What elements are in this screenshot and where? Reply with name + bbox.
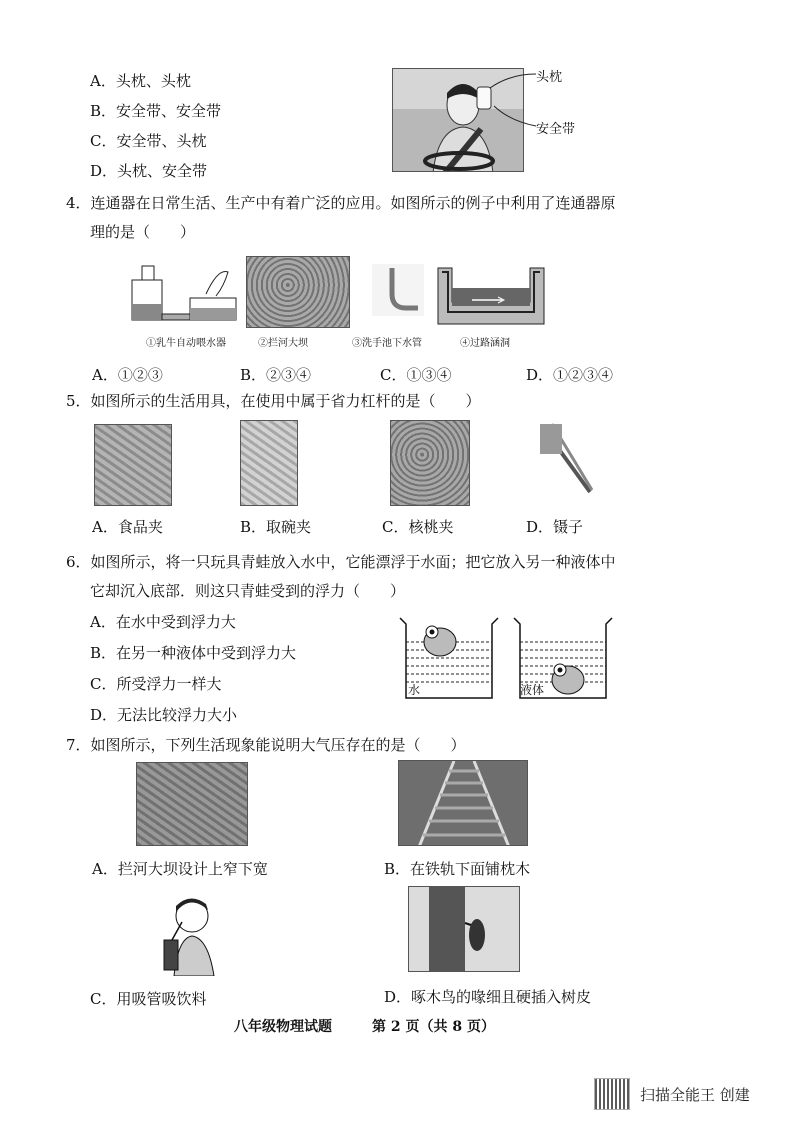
q6-option-d: D．无法比较浮力大小 [90,706,238,724]
walnut-cracker-photo [390,420,470,506]
road-culvert-diagram [432,262,550,328]
headrest-label: 头枕 [536,70,563,85]
railway-sleepers-photo [398,760,528,846]
q5-option-c: C．核桃夹 [382,518,454,536]
q3-option-a: A．头枕、头枕 [90,72,191,90]
q4-stem-line1: 4．连通器在日常生活、生产中有着广泛的应用。如图所示的例子中利用了连通器原 [66,194,616,212]
watermark-text: 扫描全能王 创建 [640,1086,750,1104]
q3-option-d: D．头枕、安全带 [90,162,208,180]
q7-option-a: A．拦河大坝设计上窄下宽 [92,860,268,878]
q4-caption-2: ②拦河大坝 [258,338,308,349]
water-label: 水 [408,683,421,697]
q4-option-b: B．②③④ [240,366,312,384]
q4-caption-3: ③洗手池下水管 [352,338,422,349]
q6-stem-line1: 6．如图所示，将一只玩具青蛙放入水中，它能漂浮于水面；把它放入另一种液体中 [66,553,616,571]
q6-option-c: C．所受浮力一样大 [90,675,222,693]
q6-option-b: B．在另一种液体中受到浮力大 [90,644,297,662]
qr-code-icon [594,1078,630,1110]
liquid-label: 液体 [520,683,545,697]
q7-stem: 7．如图所示，下列生活现象能说明大气压存在的是（ ） [66,736,466,754]
q7-option-c: C．用吸管吸饮料 [90,990,207,1008]
q6-stem-line2: 它却沉入底部．则这只青蛙受到的浮力（ ） [90,582,406,600]
footer-page-number: 第 2 页（共 8 页） [372,1019,495,1035]
q4-caption-4: ④过路涵洞 [460,338,510,349]
q4-caption-1: ①乳牛自动喂水器 [146,338,226,349]
q7-option-d: D．啄木鸟的喙细且硬插入树皮 [384,988,592,1006]
cow-water-feeder-diagram [128,258,240,326]
boy-drinking-straw-illustration [160,894,220,976]
q3-option-c: C．安全带、头枕 [90,132,207,150]
q3-option-b: B．安全带、安全带 [90,102,222,120]
q7-option-b: B．在铁轨下面铺枕木 [384,860,531,878]
q5-option-b: B．取碗夹 [240,518,312,536]
q5-option-d: D．镊子 [526,518,584,536]
sink-drain-pipe-photo [372,264,424,316]
food-tongs-photo [94,424,172,506]
footer-title: 八年级物理试题 [234,1019,332,1035]
q4-option-d: D．①②③④ [526,366,614,384]
tweezers-photo [536,420,596,498]
dam-photo [246,256,350,328]
seatbelt-label: 安全带 [536,122,576,137]
bowl-clamp-photo [240,420,298,506]
q4-option-c: C．①③④ [380,366,452,384]
q5-option-a: A．食品夹 [92,518,163,536]
q5-stem: 5．如图所示的生活用具，在使用中属于省力杠杆的是（ ） [66,392,481,410]
q4-option-a: A．①②③ [92,366,163,384]
q6-option-a: A．在水中受到浮力大 [90,613,236,631]
dam-wide-base-photo [136,762,248,846]
q4-stem-line2: 理的是（ ） [90,223,196,241]
woodpecker-tree-photo [408,886,520,972]
